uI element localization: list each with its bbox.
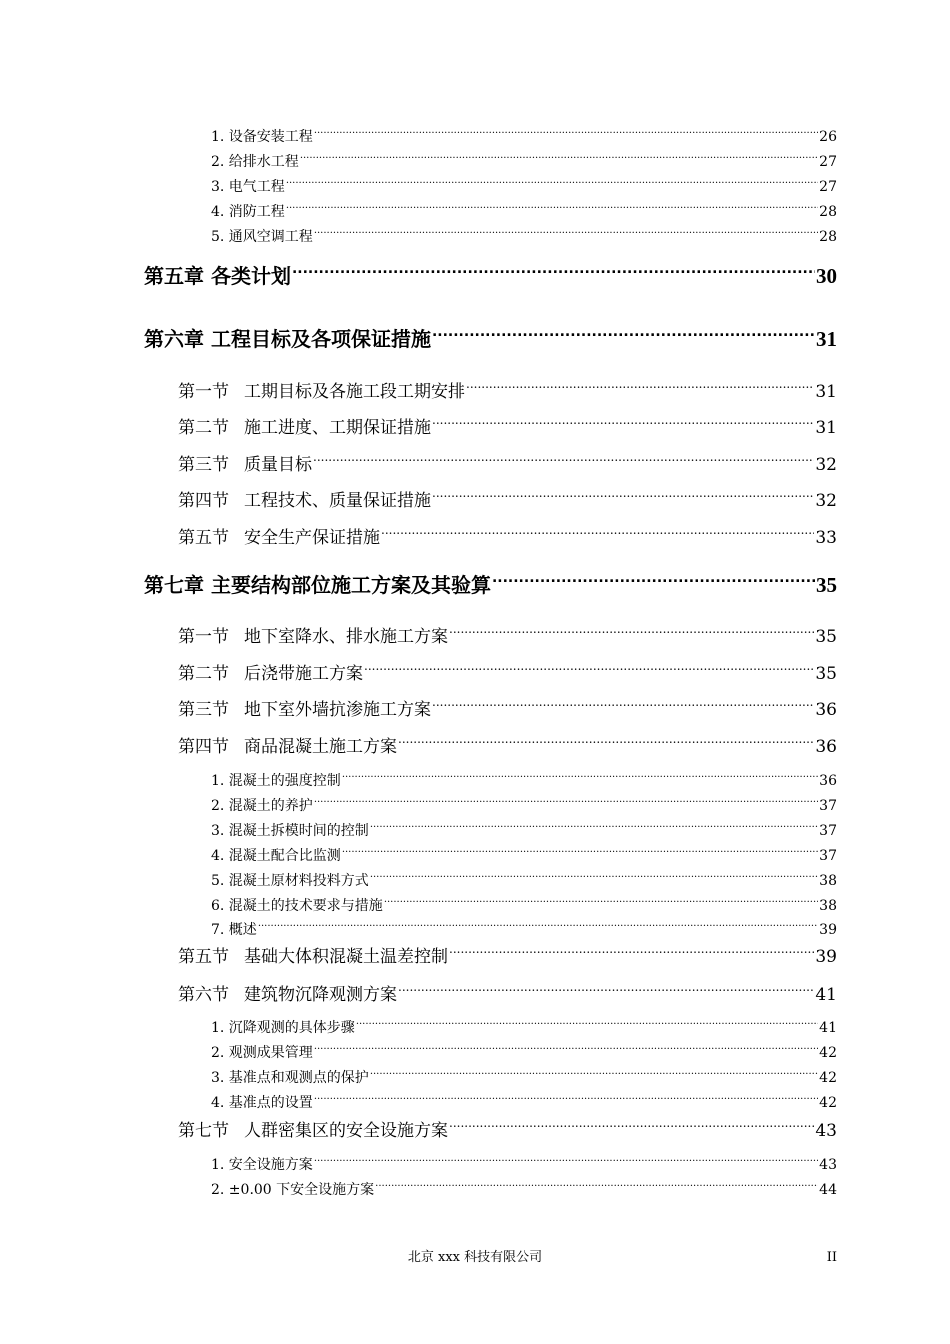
toc-dot-leader: [432, 415, 814, 433]
toc-subsection-entry[interactable]: [211, 871, 837, 891]
toc-page-number: 37: [819, 848, 837, 864]
toc-entry-title: [178, 379, 465, 405]
toc-dot-leader: [432, 697, 814, 715]
toc-subsection-entry[interactable]: [211, 796, 837, 816]
toc-section-title: 工程技术、质量保证措施: [244, 491, 431, 511]
toc-page-number: 44: [819, 1182, 837, 1198]
toc-page-number: 42: [819, 1070, 837, 1086]
toc-page-number: 28: [819, 204, 837, 220]
toc-dot-leader: [466, 379, 814, 397]
toc-page-number: 43: [815, 1121, 837, 1141]
toc-entry-title: 4. 基准点的设置: [211, 1095, 313, 1111]
toc-page-number: 37: [819, 798, 837, 814]
toc-dot-leader: [432, 488, 814, 506]
toc-entry-title: [178, 525, 380, 551]
toc-page-number: 41: [815, 985, 837, 1005]
toc-subsection-entry[interactable]: [211, 821, 837, 841]
toc-page-number: 30: [816, 264, 837, 288]
toc-chapter-entry[interactable]: [144, 262, 837, 290]
toc-entry-title: [178, 944, 448, 970]
toc-dot-leader: [300, 152, 818, 166]
toc-dot-leader: [314, 227, 818, 241]
toc-subsection-entry[interactable]: [211, 896, 837, 916]
toc-section-title: 建筑物沉降观测方案: [244, 985, 397, 1005]
toc-page-number: 31: [816, 327, 837, 351]
toc-dot-leader: [342, 846, 818, 860]
toc-section-entry[interactable]: [178, 452, 837, 478]
toc-chapter-entry[interactable]: [144, 571, 837, 599]
toc-entry-title: 4. 消防工程: [211, 204, 285, 220]
toc-section-number: 第六节: [178, 985, 229, 1005]
toc-page-number: 27: [819, 154, 837, 170]
toc-page-number: 42: [819, 1045, 837, 1061]
toc-entry-title: 1. 设备安装工程: [211, 129, 313, 145]
toc-page-number: 37: [819, 823, 837, 839]
footer-page-number: II: [826, 1250, 837, 1265]
toc-page-number: 31: [815, 418, 837, 438]
toc-entry-title: [178, 697, 431, 723]
toc-page-number: 36: [815, 700, 837, 720]
toc-dot-leader: [292, 263, 815, 283]
toc-dot-leader: [342, 771, 818, 785]
toc-dot-leader: [432, 326, 815, 346]
toc-section-entry[interactable]: [178, 944, 837, 970]
toc-dot-leader: [492, 572, 815, 592]
toc-section-number: 第二节: [178, 664, 229, 684]
toc-entry-title: [178, 661, 363, 687]
toc-dot-leader: [314, 1093, 818, 1107]
toc-entry-title: [178, 624, 448, 650]
toc-section-entry[interactable]: [178, 1118, 837, 1144]
toc-entry-title: 7. 概述: [211, 922, 257, 938]
toc-page-number: 38: [819, 873, 837, 889]
toc-subsection-entry[interactable]: [211, 1018, 837, 1038]
toc-section-title: 人群密集区的安全设施方案: [244, 1121, 448, 1141]
toc-page-number: 32: [815, 455, 837, 475]
toc-dot-leader: [381, 525, 814, 543]
toc-subsection-entry[interactable]: [211, 1043, 837, 1063]
toc-page-number: 36: [819, 773, 837, 789]
toc-page-number: 41: [819, 1020, 837, 1036]
toc-section-number: 第四节: [178, 491, 229, 511]
toc-page-number: 39: [815, 947, 837, 967]
toc-dot-leader: [449, 944, 814, 962]
toc-page-number: 27: [819, 179, 837, 195]
toc-dot-leader: [449, 1118, 814, 1136]
toc-subsection-entry[interactable]: [211, 127, 837, 147]
toc-dot-leader: [398, 734, 814, 752]
toc-section-title: 质量目标: [244, 455, 312, 475]
toc-entry-title: 3. 电气工程: [211, 179, 285, 195]
toc-section-title: 施工进度、工期保证措施: [244, 418, 431, 438]
toc-subsection-entry[interactable]: [211, 771, 837, 791]
page-footer: [0, 1248, 950, 1268]
toc-dot-leader: [314, 1043, 818, 1057]
toc-dot-leader: [314, 1155, 818, 1169]
toc-entry-title: 5. 通风空调工程: [211, 229, 313, 245]
toc-section-title: 地下室外墙抗渗施工方案: [244, 700, 431, 720]
toc-dot-leader: [370, 821, 818, 835]
toc-dot-leader: [398, 982, 814, 1000]
toc-entry-title: 3. 基准点和观测点的保护: [211, 1070, 369, 1086]
toc-page-number: 35: [816, 573, 837, 597]
toc-entry-title: 1. 沉降观测的具体步骤: [211, 1020, 355, 1036]
toc-section-entry[interactable]: [178, 525, 837, 551]
toc-section-number: 第一节: [178, 382, 229, 402]
toc-entry-title: 第五章 各类计划: [144, 264, 291, 288]
toc-page-number: 42: [819, 1095, 837, 1111]
toc-section-title: 安全生产保证措施: [244, 528, 380, 548]
toc-section-number: 第三节: [178, 700, 229, 720]
footer-company: 北京 xxx 科技有限公司: [407, 1250, 543, 1265]
toc-page-number: 38: [819, 898, 837, 914]
toc-entry-title: 1. 混凝土的强度控制: [211, 773, 341, 789]
toc-entry-title: [178, 1118, 448, 1144]
toc-entry-title: 2. 给排水工程: [211, 154, 299, 170]
toc-dot-leader: [258, 920, 818, 934]
toc-dot-leader: [370, 1068, 818, 1082]
toc-section-title: 商品混凝土施工方案: [244, 737, 397, 757]
toc-section-number: 第一节: [178, 627, 229, 647]
toc-page-number: 26: [819, 129, 837, 145]
toc-dot-leader: [313, 452, 814, 470]
toc-page-number: 39: [819, 922, 837, 938]
toc-section-number: 第五节: [178, 947, 229, 967]
toc-entry-title: [178, 488, 431, 514]
toc-section-title: 后浇带施工方案: [244, 664, 363, 684]
toc-entry-title: [178, 982, 397, 1008]
toc-page-number: 32: [815, 491, 837, 511]
toc-dot-leader: [314, 127, 818, 141]
toc-entry-title: [178, 734, 397, 760]
toc-page-number: 35: [815, 664, 837, 684]
toc-page-number: 31: [815, 382, 837, 402]
toc-section-entry[interactable]: [178, 697, 837, 723]
toc-subsection-entry[interactable]: [211, 227, 837, 247]
toc-section-number: 第二节: [178, 418, 229, 438]
toc-dot-leader: [286, 202, 818, 216]
toc-dot-leader: [370, 871, 818, 885]
toc-subsection-entry[interactable]: [211, 152, 837, 172]
toc-entry-title: 2. 观测成果管理: [211, 1045, 313, 1061]
toc-dot-leader: [286, 177, 818, 191]
toc-entry-title: 4. 混凝土配合比监测: [211, 848, 341, 864]
toc-page-number: 43: [819, 1157, 837, 1173]
toc-section-number: 第三节: [178, 455, 229, 475]
toc-page-number: 33: [815, 528, 837, 548]
toc-section-number: 第五节: [178, 528, 229, 548]
toc-subsection-entry[interactable]: [211, 1180, 837, 1200]
toc-entry-title: [178, 452, 312, 478]
toc-subsection-entry[interactable]: [211, 1155, 837, 1175]
toc-subsection-entry[interactable]: [211, 202, 837, 222]
toc-section-number: 第四节: [178, 737, 229, 757]
toc-section-number: 第七节: [178, 1121, 229, 1141]
toc-page-number: 28: [819, 229, 837, 245]
toc-dot-leader: [449, 624, 814, 642]
toc-entry-title: 第七章 主要结构部位施工方案及其验算: [144, 573, 491, 597]
toc-entry-title: [178, 415, 431, 441]
toc-entry-title: 5. 混凝土原材料投料方式: [211, 873, 369, 889]
toc-section-title: 基础大体积混凝土温差控制: [244, 947, 448, 967]
toc-subsection-entry[interactable]: [211, 920, 837, 940]
toc-section-entry[interactable]: [178, 734, 837, 760]
toc-dot-leader: [384, 896, 818, 910]
toc-subsection-entry[interactable]: [211, 1068, 837, 1088]
toc-section-title: 地下室降水、排水施工方案: [244, 627, 448, 647]
toc-dot-leader: [314, 796, 818, 810]
toc-page-number: 36: [815, 737, 837, 757]
toc-dot-leader: [375, 1180, 818, 1194]
toc-section-title: 工期目标及各施工段工期安排: [244, 382, 465, 402]
toc-section-entry[interactable]: [178, 379, 837, 405]
toc-section-entry[interactable]: [178, 982, 837, 1008]
toc-entry-title: 3. 混凝土拆模时间的控制: [211, 823, 369, 839]
toc-dot-leader: [364, 661, 814, 679]
toc-entry-title: 第六章 工程目标及各项保证措施: [144, 327, 431, 351]
toc-page-number: 35: [815, 627, 837, 647]
toc-section-entry[interactable]: [178, 488, 837, 514]
toc-section-entry[interactable]: [178, 661, 837, 687]
toc-section-entry[interactable]: [178, 415, 837, 441]
toc-entry-title: 2. ±0.00 下安全设施方案: [211, 1182, 375, 1198]
toc-entry-title: 1. 安全设施方案: [211, 1157, 313, 1173]
toc-entry-title: 6. 混凝土的技术要求与措施: [211, 898, 383, 914]
toc-chapter-entry[interactable]: [144, 325, 837, 353]
toc-subsection-entry[interactable]: [211, 1093, 837, 1113]
toc-section-entry[interactable]: [178, 624, 837, 650]
toc-dot-leader: [356, 1018, 818, 1032]
toc-entry-title: 2. 混凝土的养护: [211, 798, 313, 814]
toc-subsection-entry[interactable]: [211, 177, 837, 197]
toc-subsection-entry[interactable]: [211, 846, 837, 866]
